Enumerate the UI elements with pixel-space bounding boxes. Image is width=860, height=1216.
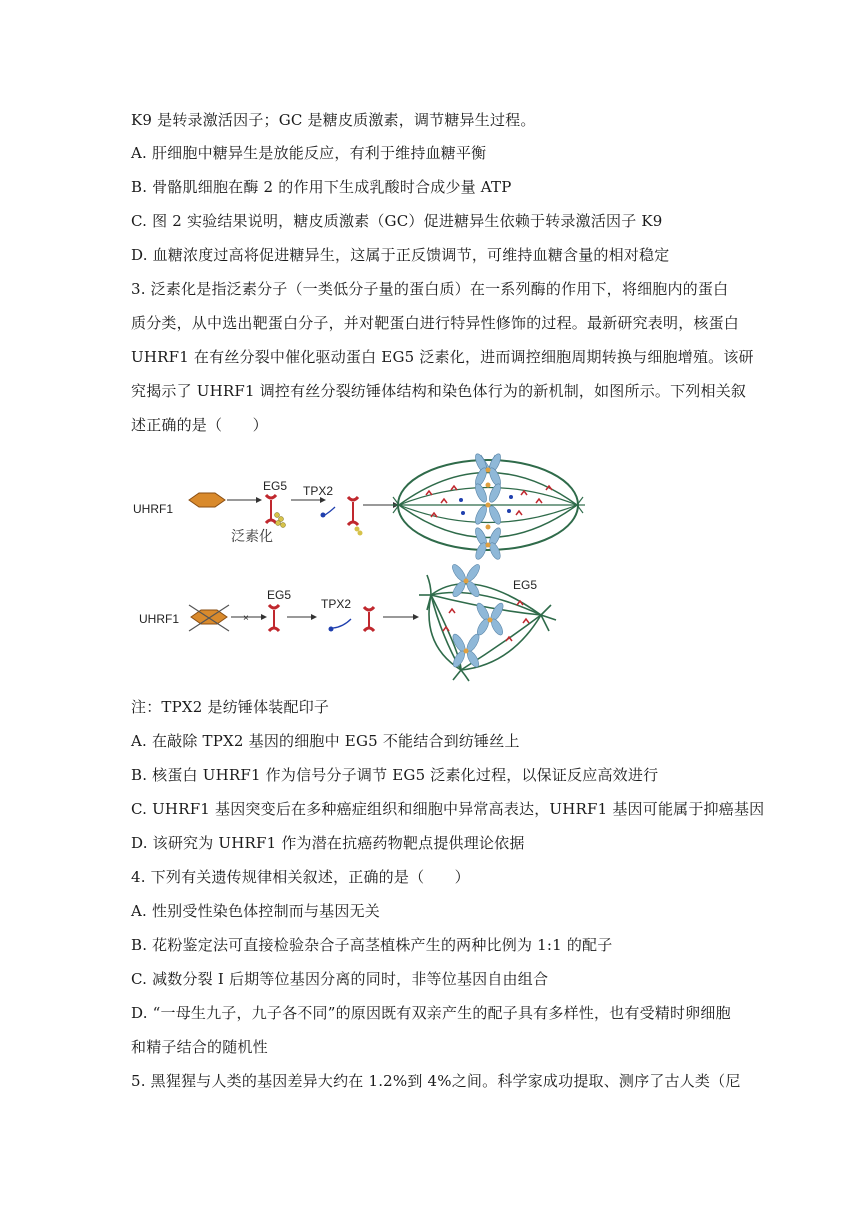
label-tpx2-bottom: TPX2 [321, 597, 352, 611]
label-ubiquitination: 泛素化 [231, 529, 273, 545]
tpx2-eg5-complex [321, 497, 363, 536]
q3-option-b: B. 核蛋白 UHRF1 作为信号分子调节 EG5 泛素化过程，以保证反应高效进行 [131, 766, 659, 784]
label-blocked: × [243, 613, 249, 624]
label-tpx2-top: TPX2 [303, 484, 334, 498]
q4-option-c: C. 减数分裂 I 后期等位基因分离的同时，非等位基因自由组合 [131, 970, 549, 988]
label-uhrf1-top: UHRF1 [133, 502, 174, 516]
arrow-head-2-bottom [311, 614, 317, 620]
label-uhrf1-bottom: UHRF1 [139, 612, 180, 626]
arrow-head-1-top [256, 497, 262, 503]
q4-option-a: A. 性别受性染色体控制而与基因无关 [131, 902, 380, 920]
q3-option-d: D. 该研究为 UHRF1 作为潜在抗癌药物靶点提供理论依据 [131, 834, 525, 852]
ubiquitin-chain [275, 513, 286, 528]
label-eg5-bottom: EG5 [267, 588, 292, 602]
eg5-protein-bottom [269, 605, 279, 631]
q2-option-d: D. 血糖浓度过高将促进糖异生，这属于正反馈调节，可维持血糖含量的相对稳定 [131, 246, 670, 264]
q3-stem-line-1: 3. 泛素化是指泛素分子（一类低分子量的蛋白质）在一系列酶的作用下，将细胞内的蛋白 [131, 280, 729, 298]
uhrf1-eg5-diagram [131, 445, 601, 685]
q2-option-c: C. 图 2 实验结果说明，糖皮质激素（GC）促进糖异生依赖于转录激活因子 K9 [131, 212, 663, 230]
q3-option-c: C. UHRF1 基因突变后在多种癌症组织和细胞中异常高表达，UHRF1 基因可能属于抑癌基因 [131, 800, 765, 818]
q3-option-a: A. 在敲除 TPX2 基因的细胞中 EG5 不能结合到纺锤丝上 [131, 732, 520, 750]
q3-stem-line-2: 质分类，从中选出靶蛋白分子，并对靶蛋白进行特异性修饰的过程。最新研究表明，核蛋白 [131, 314, 740, 332]
eg5-on-spindle-top [426, 486, 552, 517]
uhrf1-hexagon-top [189, 493, 225, 507]
q3-stem-line-3: UHRF1 在有丝分裂中催化驱动蛋白 EG5 泛素化，进而调控细胞周期转换与细胞增殖。该研 [131, 348, 754, 366]
tpx2-free-bottom [329, 619, 352, 632]
eg5-free-bottom [364, 607, 374, 631]
arrow-head-3-bottom [413, 614, 419, 620]
q2-option-a: A. 肝细胞中糖异生是放能反应，有利于维持血糖平衡 [131, 144, 487, 162]
q4-option-d-line-1: D. “一母生九子，九子各不同”的原因既有双亲产生的配子具有多样性，也有受精时卵细胞 [131, 1004, 731, 1022]
q2-option-b: B. 骨骼肌细胞在酶 2 的作用下生成乳酸时合成少量 ATP [131, 178, 512, 196]
q4-option-d-line-2: 和精子结合的随机性 [131, 1038, 268, 1056]
uhrf1-hexagon-bottom [191, 610, 227, 624]
q3-stem-line-4: 究揭示了 UHRF1 调控有丝分裂纺锤体结构和染色体行为的新机制，如图所示。下列相关叙 [131, 382, 747, 400]
label-eg5-top: EG5 [263, 479, 288, 493]
q4-option-b: B. 花粉鉴定法可直接检验杂合子高茎植株产生的两种比例为 1:1 的配子 [131, 936, 613, 954]
q4-stem: 4. 下列有关遗传规律相关叙述，正确的是（ ） [131, 868, 470, 886]
text-line-k9-definition: K9 是转录激活因子；GC 是糖皮质激素，调节糖异生过程。 [131, 111, 536, 129]
q5-stem-line-1: 5. 黑猩猩与人类的基因差异大约在 1.2%到 4%之间。科学家成功提取、测序了古人类（尼 [131, 1072, 741, 1090]
eg5-protein-top [266, 495, 276, 523]
chromosomes-bottom [450, 563, 505, 669]
label-eg5-spindle: EG5 [513, 578, 538, 592]
figure-note: 注：TPX2 是纺锤体装配印子 [131, 698, 330, 716]
arrow-head-1-bottom [261, 614, 267, 620]
q3-stem-line-5: 述正确的是（ ） [131, 416, 268, 434]
